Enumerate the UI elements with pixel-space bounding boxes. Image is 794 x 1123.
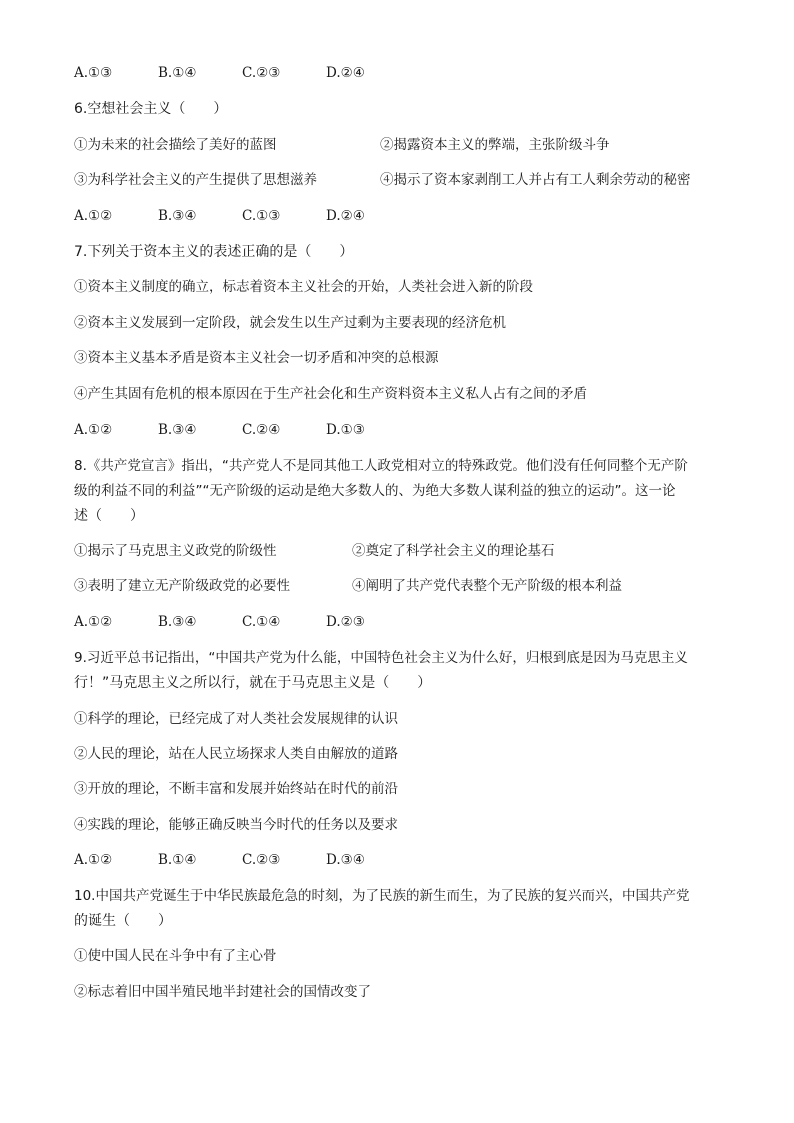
q8-statement-4: ④阐明了共产党代表整个无产阶级的根本利益 [352,578,622,594]
q8-statements-row1 [74,541,555,561]
q7-option-c[interactable]: C.②④ [242,422,281,438]
q8-option-b[interactable]: B.③④ [158,614,197,630]
q8-statement-3: ③表明了建立无产阶级政党的必要性 [74,578,290,594]
q6-option-a[interactable]: A.①② [74,208,113,224]
q9-statement-1: ①科学的理论，已经完成了对人类社会发展规律的认识 [74,711,398,727]
q6-statement-3: ③为科学社会主义的产生提供了思想滋养 [74,172,317,188]
q10-stem-line2: 的诞生（ ） [74,913,172,929]
q5-option-b[interactable]: B.①④ [158,65,197,81]
q8-options [74,612,365,632]
q9-option-d[interactable]: D.③④ [326,852,365,868]
q8-stem-line1: 8.《共产党宣言》指出，“共产党人不是同其他工人政党相对立的特殊政党。他们没有任何同整个无产阶 [74,458,688,474]
q9-option-a[interactable]: A.①② [74,852,113,868]
q8-option-a[interactable]: A.①② [74,614,113,630]
q9-option-c[interactable]: C.②③ [242,852,281,868]
q5-options [74,63,365,83]
q5-option-c[interactable]: C.②③ [242,65,281,81]
q10-stem-line1: 10.中国共产党诞生于中华民族最危急的时刻，为了民族的新生而生，为了民族的复兴而兴，中国共产党 [74,888,690,904]
q8-statement-1: ①揭示了马克思主义政党的阶级性 [74,543,277,559]
q6-option-c[interactable]: C.①③ [242,208,281,224]
q7-stem: 7.下列关于资本主义的表述正确的是（ ） [74,244,354,260]
q7-option-b[interactable]: B.③④ [158,422,197,438]
q6-option-b[interactable]: B.③④ [158,208,197,224]
q6-stem: 6.空想社会主义（ ） [74,101,228,117]
q9-option-b[interactable]: B.①④ [158,852,197,868]
q6-statements-row1 [74,135,610,155]
q6-options [74,206,365,226]
q8-option-d[interactable]: D.②③ [326,614,365,630]
q10-statement-1: ①使中国人民在斗争中有了主心骨 [74,948,277,964]
q8-stem-line2: 级的利益不同的利益”“无产阶级的运动是绝大多数人的、为绝大多数人谋利益的独立的运动”。这一论 [74,483,676,499]
q6-statements-row2 [74,170,691,190]
q7-options [74,420,365,440]
q8-stem-line3: 述（ ） [74,508,144,524]
q7-statement-1: ①资本主义制度的确立，标志着资本主义社会的开始，人类社会进入新的阶段 [74,279,533,295]
q7-option-d[interactable]: D.①③ [326,422,365,438]
q7-statement-2: ②资本主义发展到一定阶段，就会发生以生产过剩为主要表现的经济危机 [74,315,506,331]
q9-stem-line1: 9.习近平总书记指出，“中国共产党为什么能，中国特色社会主义为什么好，归根到底是因为马克思主义 [74,650,688,666]
q5-option-a[interactable]: A.①③ [74,65,113,81]
q8-statements-row2 [74,576,622,596]
q6-statement-2: ②揭露资本主义的弊端，主张阶级斗争 [380,137,610,153]
q9-statement-3: ③开放的理论，不断丰富和发展并始终站在时代的前沿 [74,781,398,797]
q9-options [74,850,365,870]
q6-statement-4: ④揭示了资本家剥削工人并占有工人剩余劳动的秘密 [380,172,691,188]
q8-statement-2: ②奠定了科学社会主义的理论基石 [352,543,555,559]
q7-statement-3: ③资本主义基本矛盾是资本主义社会一切矛盾和冲突的总根源 [74,350,439,366]
q7-statement-4: ④产生其固有危机的根本原因在于生产社会化和生产资料资本主义私人占有之间的矛盾 [74,386,587,402]
q9-statement-4: ④实践的理论，能够正确反映当今时代的任务以及要求 [74,817,398,833]
q6-statement-1: ①为未来的社会描绘了美好的蓝图 [74,137,277,153]
q5-option-d[interactable]: D.②④ [326,65,365,81]
q9-stem-line2: 行！”马克思主义之所以行，就在于马克思主义是（ ） [74,675,432,691]
q7-option-a[interactable]: A.①② [74,422,113,438]
q8-option-c[interactable]: C.①④ [242,614,281,630]
q9-statement-2: ②人民的理论，站在人民立场探求人类自由解放的道路 [74,746,398,762]
q10-statement-2: ②标志着旧中国半殖民地半封建社会的国情改变了 [74,984,371,1000]
q6-option-d[interactable]: D.②④ [326,208,365,224]
